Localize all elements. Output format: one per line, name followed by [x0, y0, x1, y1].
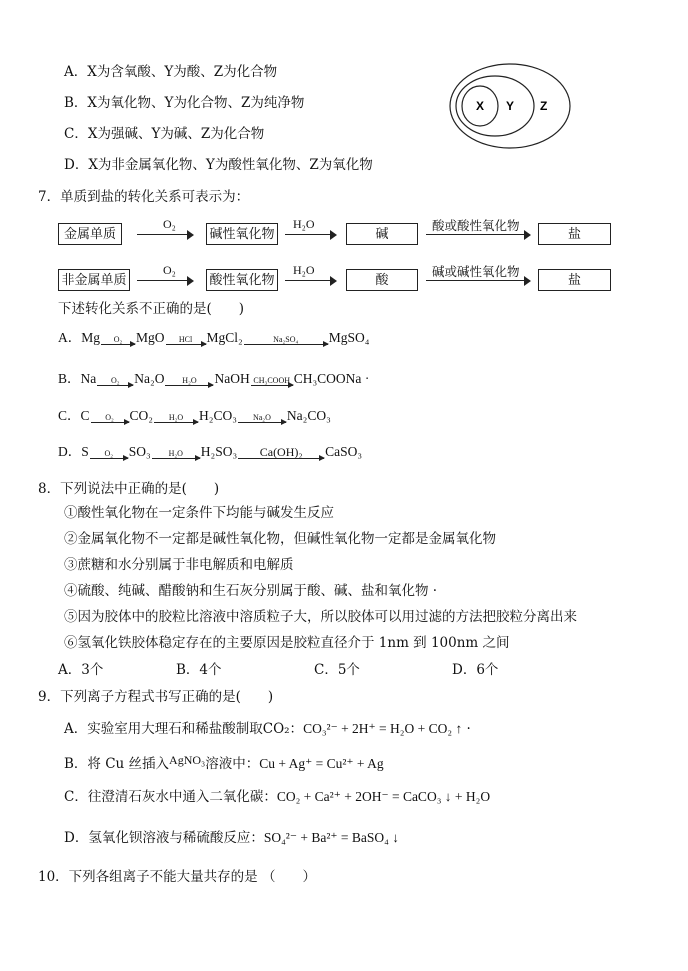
species: Mg: [81, 330, 101, 345]
species: SO₃: [128, 444, 151, 459]
ionic-equation: CO₃²⁻ + 2H⁺ = H₂O + CO₂ ↑: [303, 721, 463, 736]
box-basic-oxide: 碱性氧化物: [206, 223, 278, 245]
q8-item-4: [64, 582, 437, 600]
q6-option-c: C．X为强碱、Y为碱、Z为化合物: [64, 126, 265, 142]
box-base: 碱: [346, 223, 418, 245]
q9-option-a: [64, 720, 471, 738]
option-letter: A．: [58, 330, 82, 345]
condition: Na₂O: [252, 413, 271, 422]
condition: O₂: [113, 335, 123, 344]
species: Na: [80, 371, 97, 386]
reagent: AgNO₃: [169, 753, 206, 767]
box-nonmetal-element: 非金属单质: [58, 269, 130, 291]
option-text: 溶液中：: [205, 756, 260, 772]
stray-mark: ·: [466, 721, 471, 737]
condition: H₂O: [168, 413, 184, 422]
q7-stem: 7．单质到盐的转化关系可表示为：: [38, 189, 250, 205]
q8-choice-a: A．3个: [58, 662, 104, 678]
venn-label-y: Y: [506, 99, 515, 113]
condition: Na₂SO₄: [273, 335, 299, 344]
item-text: ④硫酸、纯碱、醋酸钠和生石灰分别属于酸、碱、盐和氧化物: [64, 583, 429, 599]
option-letter: B．: [58, 371, 81, 386]
option-text: C．往澄清石灰水中通入二氧化碳：: [64, 789, 277, 805]
option-text: D．氢氧化钡溶液与稀硫酸反应：: [64, 830, 264, 846]
species: H₂CO₃: [199, 408, 237, 423]
stray-mark: ·: [432, 583, 438, 599]
q8-choice-c: C．5个: [314, 662, 360, 678]
species: S: [81, 444, 89, 459]
arrow-row1-3-label: 酸或酸性氧化物: [432, 218, 520, 233]
species: MgO: [136, 330, 165, 345]
condition: H₂O: [182, 376, 197, 385]
arrow-row1-2-label: H₂O: [293, 217, 315, 231]
species: CH₃COONa: [293, 371, 362, 386]
option-text: A．实验室用大理石和稀盐酸制取CO₂：: [64, 721, 304, 737]
arrow-row1-1-label: O₂: [163, 217, 176, 231]
q7-option-c: [58, 407, 331, 425]
q8-stem: 8．下列说法中正确的是( ): [38, 481, 220, 497]
q8-item-5: ⑤因为胶体中的胶粒比溶液中溶质粒子大，所以胶体可以用过滤的方法把胶粒分离出来: [64, 609, 577, 625]
q10-stem: 10．下列各组离子不能大量共存的是 （ ）: [38, 869, 316, 885]
condition: O₂: [110, 376, 120, 385]
ionic-equation: SO₄²⁻ + Ba²⁺ = BaSO₄ ↓: [263, 830, 399, 845]
q7-option-b: [58, 370, 369, 388]
q8-item-1: ①酸性氧化物在一定条件下均能与碱发生反应: [64, 505, 334, 521]
q9-option-c: [64, 788, 490, 806]
venn-label-z: Z: [540, 99, 548, 113]
species: CO₂: [129, 408, 153, 423]
condition: O₂: [104, 449, 114, 458]
q9-stem: 9．下列离子方程式书写正确的是( ): [38, 689, 274, 705]
species: CaSO₃: [325, 444, 363, 459]
box-acid: 酸: [346, 269, 418, 291]
species: C: [80, 408, 90, 423]
q8-choice-b: B．4个: [176, 662, 222, 678]
species: MgCl₂: [206, 330, 243, 345]
condition: HCl: [178, 335, 193, 344]
arrow-row2-3-label: 碱或碱性氧化物: [432, 264, 520, 279]
box-metal-element: 金属单质: [58, 223, 122, 245]
condition: O₂: [105, 413, 114, 422]
box-salt-1: 盐: [538, 223, 611, 245]
species: Na₂CO₃: [286, 408, 331, 423]
q8-item-6: ⑥氢氧化铁胶体稳定存在的主要原因是胶粒直径介于 1nm 到 100nm 之间: [64, 635, 510, 651]
q8-item-2: ②金属氧化物不一定都是碱性氧化物，但碱性氧化物一定都是金属氧化物: [64, 531, 496, 547]
ionic-equation: CO₂ + Ca²⁺ + 2OH⁻ = CaCO₃ ↓ + H₂O: [276, 789, 491, 804]
option-letter: C．: [58, 408, 81, 423]
arrow-row2-1-label: O₂: [163, 263, 176, 277]
arrow-row2-2-label: H₂O: [293, 263, 315, 277]
box-acidic-oxide: 酸性氧化物: [206, 269, 278, 291]
condition: H₂O: [168, 449, 183, 458]
venn-label-x: X: [476, 99, 485, 113]
q6-option-d: D．X为非金属氧化物、Y为酸性氧化物、Z为氧化物: [64, 157, 373, 173]
species: H₂SO₃: [200, 444, 238, 459]
box-salt-2: 盐: [538, 269, 611, 291]
option-letter: D．: [58, 444, 82, 459]
species: Na₂O: [134, 371, 165, 386]
q6-option-b: B．X为氧化物、Y为化合物、Z为纯净物: [64, 95, 305, 111]
q7-option-d: [58, 443, 362, 461]
condition: CH₃COOH: [253, 376, 290, 385]
q7-question: 下述转化关系不正确的是( ): [58, 301, 245, 317]
q7-option-a: [58, 329, 369, 347]
q8-choice-d: D．6个: [452, 662, 499, 678]
condition: Ca(OH)₂: [259, 445, 303, 459]
ionic-equation: Cu + Ag⁺ = Cu²⁺ + Ag: [259, 756, 384, 771]
q6-option-a: A．X为含氧酸、Y为酸、Z为化合物: [64, 64, 278, 80]
option-text: B．将 Cu 丝插入: [64, 756, 170, 772]
q9-option-b: [64, 755, 384, 773]
stray-mark: ·: [364, 371, 370, 386]
q8-item-3: ③蔗糖和水分别属于非电解质和电解质: [64, 557, 294, 573]
species: NaOH: [214, 371, 250, 386]
venn-diagram: [448, 62, 572, 150]
species: MgSO₄: [328, 330, 370, 345]
q9-option-d: [64, 829, 399, 847]
